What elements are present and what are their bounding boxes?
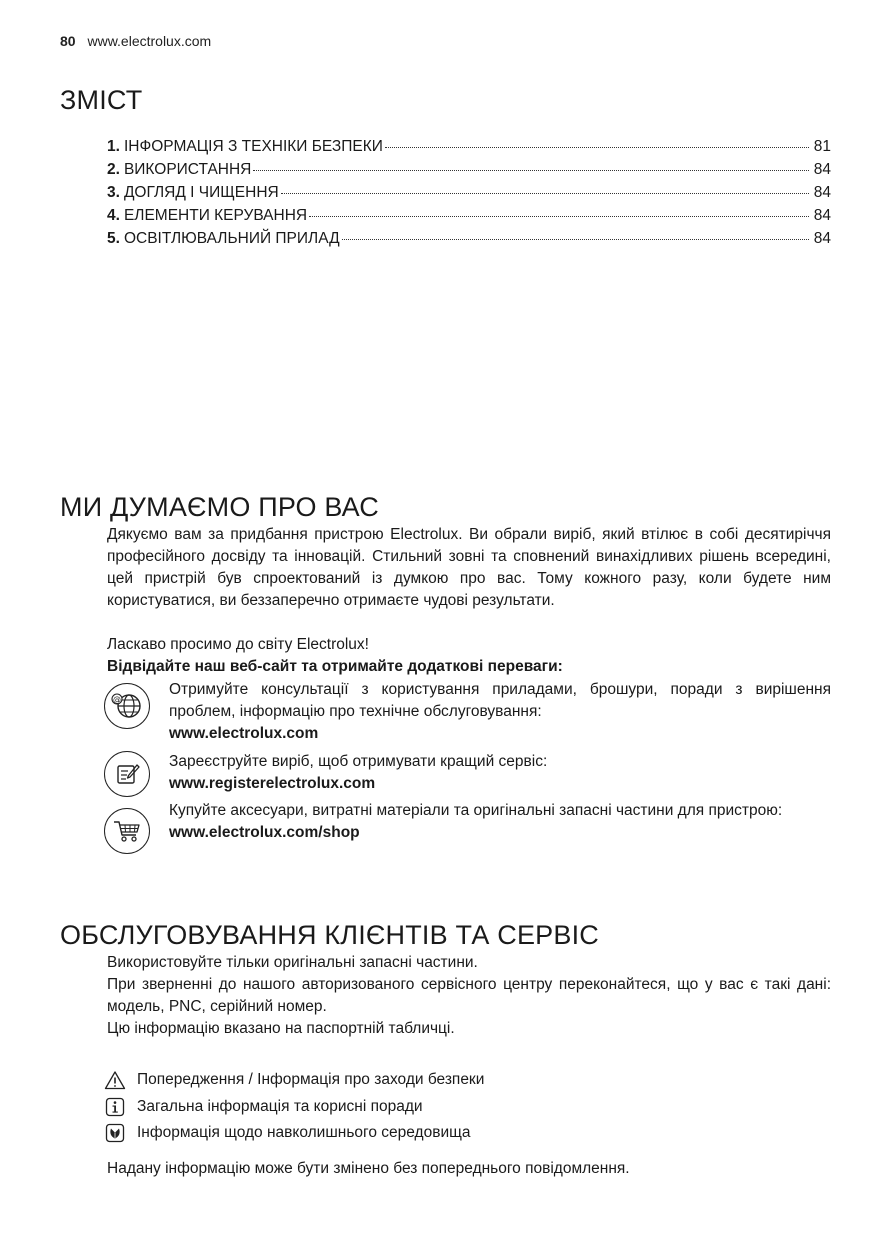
page-header xyxy=(60,33,211,49)
toc-item-number: 5. xyxy=(107,230,120,247)
toc-item[interactable] xyxy=(107,161,831,184)
toc-leader xyxy=(385,147,809,148)
benefit-register-text: Зареєструйте виріб, щоб отримувати кращий сервіс: xyxy=(169,753,548,770)
toc-item[interactable] xyxy=(107,184,831,207)
service-line-contact: При зверненні до нашого авторизованого сервісного центру переконайтеся, що у вас є такі дані: модель, PNC, серійний номер. xyxy=(107,976,831,1015)
thinking-title: МИ ДУМАЄМО ПРО ВАС xyxy=(60,492,379,522)
toc-item[interactable] xyxy=(107,207,831,230)
toc-item-label: ЕЛЕМЕНТИ КЕРУВАННЯ xyxy=(123,207,308,224)
toc-leader xyxy=(253,170,809,171)
toc-item-label: ВИКОРИСТАННЯ xyxy=(123,161,252,178)
toc-item-label: ІНФОРМАЦІЯ З ТЕХНІКИ БЕЗПЕКИ xyxy=(123,138,383,155)
toc-item-page: 84 xyxy=(813,161,831,178)
service-line-plate: Цю інформацію вказано на паспортній табличці. xyxy=(107,1020,455,1037)
legend-info-text: Загальна інформація та корисні поради xyxy=(137,1098,423,1115)
toc-title: ЗМІСТ xyxy=(60,85,143,115)
toc-item-page: 84 xyxy=(813,230,831,247)
warning-icon xyxy=(104,1070,126,1090)
toc-item[interactable] xyxy=(107,230,831,253)
welcome-text: Ласкаво просимо до світу Electrolux! xyxy=(107,636,369,653)
benefit-support-link[interactable]: www.electrolux.com xyxy=(169,725,319,742)
visit-text: Відвідайте наш веб-сайт та отримайте додаткові переваги: xyxy=(107,658,563,675)
svg-text:@: @ xyxy=(113,695,121,704)
toc-item-number: 3. xyxy=(107,184,120,201)
toc-item-number: 1. xyxy=(107,138,120,155)
toc-item-page: 84 xyxy=(813,184,831,201)
benefit-item-register xyxy=(104,751,831,797)
toc-item-label: ДОГЛЯД І ЧИЩЕННЯ xyxy=(123,184,279,201)
benefit-item-shop xyxy=(104,800,831,854)
benefit-item-support xyxy=(104,679,831,745)
thinking-intro: Дякуємо вам за придбання пристрою Electrolux. Ви обрали виріб, який втілює в собі десятиріччя професійного досвіду та інновацій. Стильний зовні та сповнений винахідливих рішень всередині, цей пристрій був спроектований із думкою про вас. Тому кожного разу, коли будете ним користуватися, ви беззаперечно отримаєте чудові результати. xyxy=(107,526,831,609)
benefit-shop-text: Купуйте аксесуари, витратні матеріали та оригінальні запасні частини для пристрою: xyxy=(169,802,783,819)
legend-warning xyxy=(104,1069,484,1091)
table-of-contents xyxy=(107,138,831,253)
legend-warning-text: Попередження / Інформація про заходи безпеки xyxy=(137,1071,485,1088)
toc-item-page: 81 xyxy=(813,138,831,155)
register-icon xyxy=(104,751,150,797)
toc-item[interactable] xyxy=(107,138,831,161)
legend-environment xyxy=(104,1122,470,1144)
info-icon xyxy=(104,1097,126,1117)
header-site[interactable]: www.electrolux.com xyxy=(87,33,212,49)
page-number: 80 xyxy=(60,33,76,49)
toc-item-number: 4. xyxy=(107,207,120,224)
toc-leader xyxy=(309,216,809,217)
service-title: ОБСЛУГОВУВАННЯ КЛІЄНТІВ ТА СЕРВІС xyxy=(60,920,599,950)
toc-item-label: ОСВІТЛЮВАЛЬНИЙ ПРИЛАД xyxy=(123,230,340,247)
legend-info xyxy=(104,1096,423,1118)
benefit-shop-link[interactable]: www.electrolux.com/shop xyxy=(169,824,360,841)
legend-environment-text: Інформація щодо навколишнього середовища xyxy=(137,1124,471,1141)
benefit-support-text: Отримуйте консультації з користування приладами, брошури, поради з вирішення проблем, інформацію про технічне обслуговування: xyxy=(169,681,831,720)
toc-item-page: 84 xyxy=(813,207,831,224)
toc-leader xyxy=(342,239,809,240)
toc-item-number: 2. xyxy=(107,161,120,178)
service-line-parts: Використовуйте тільки оригінальні запасні частини. xyxy=(107,954,478,971)
benefit-register-link[interactable]: www.registerelectrolux.com xyxy=(169,775,376,792)
environment-icon xyxy=(104,1123,126,1143)
globe-icon xyxy=(104,683,150,729)
cart-icon xyxy=(104,808,150,854)
change-notice: Надану інформацію може бути змінено без попереднього повідомлення. xyxy=(107,1160,630,1177)
toc-leader xyxy=(281,193,809,194)
